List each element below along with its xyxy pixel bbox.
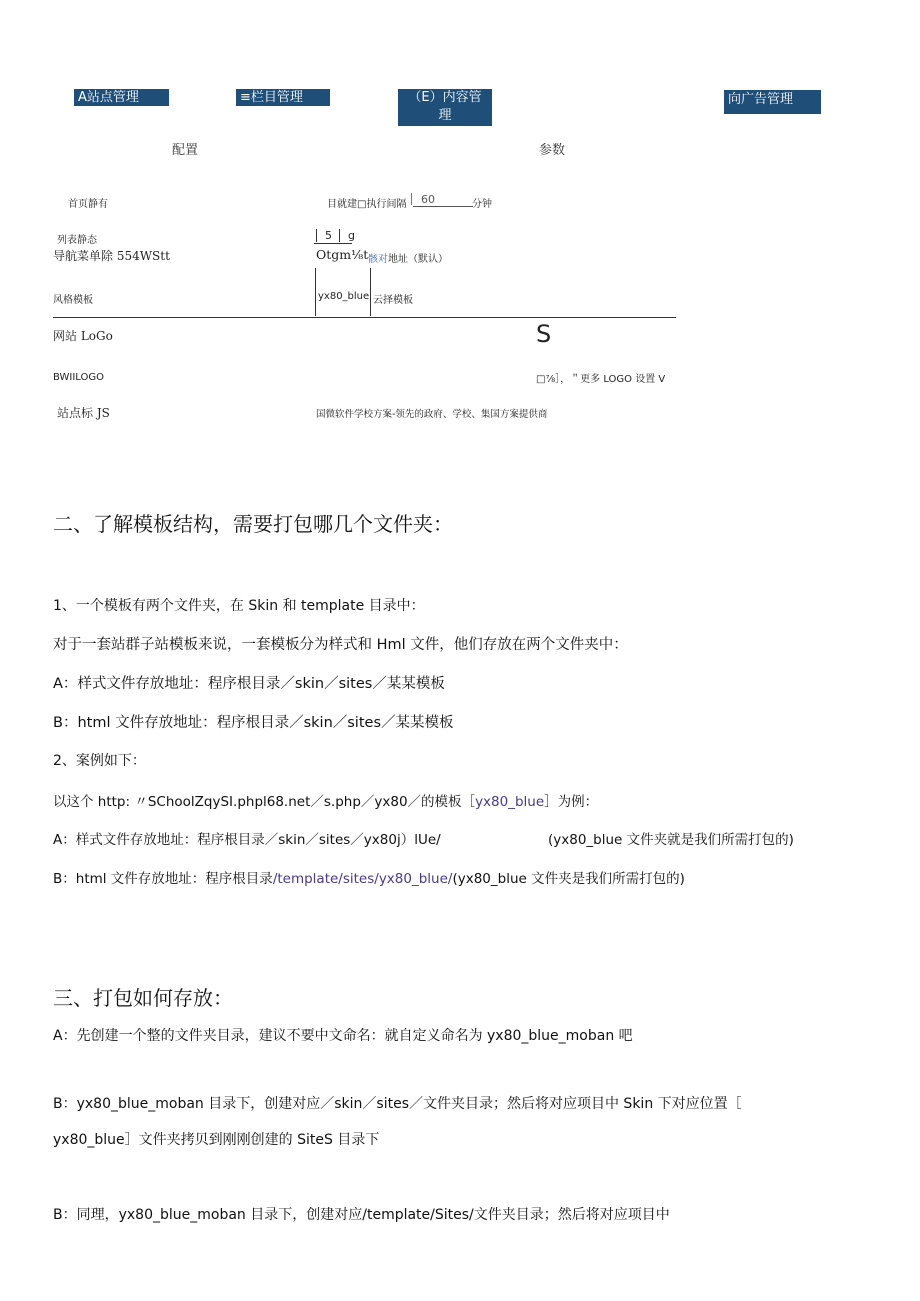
interval-underline <box>413 206 473 207</box>
nav-menu-suffix: 地址（默认） <box>388 254 448 265</box>
table-row-divider <box>53 317 676 318</box>
nav-menu-hint[interactable]: 骸对 <box>368 254 388 265</box>
section2-p4-link[interactable]: yx80_blue <box>475 794 545 810</box>
section2-p4 <box>53 790 598 810</box>
more-logo-settings-link[interactable]: □⅞］，＂更多 LOGO 设置 V <box>536 374 666 385</box>
site-mark-value: 国微软件学校方案-领先的政府、学校、集国方案提供商 <box>316 409 548 420</box>
auto-build-label: 目就建□执行间隔 <box>327 199 407 210</box>
list-value[interactable]: 5 <box>325 229 332 242</box>
config-header: 配置 <box>172 143 199 158</box>
section2-p6-suffix: (yx80_blue 文件夹是我们所需打包的) <box>452 871 685 887</box>
site-mark-label: 站点标 JS <box>57 406 110 420</box>
section2-p3: B：html 文件存放地址：程序根目录／skin／sites／某某模板 <box>53 715 454 731</box>
section2-p6-prefix: B：html 文件存放地址：程序根目录 <box>53 871 273 887</box>
interval-input[interactable]: 60 <box>421 193 435 206</box>
tab-column-management[interactable]: ≡栏目管理 <box>236 89 330 106</box>
section2-sub1: 1、一个模板有两个文件夹，在 Skin 和 template 目录中： <box>53 598 425 614</box>
section3-p1: A：先创建一个整的文件夹目录，建议不要中文命名：就自定义命名为 yx80_blue_moban 吧 <box>53 1028 633 1044</box>
style-divider-left <box>315 268 316 316</box>
choose-template-button[interactable]: 云择模板 <box>373 295 413 306</box>
list-underline <box>314 243 352 244</box>
site-logo-label: 网站 LoGo <box>53 329 113 343</box>
tab-content-management[interactable] <box>398 89 492 126</box>
section2-p4-prefix: 以这个 http: 〃SChoolZqySI.phpl68.net／s.php／yx80／的模板［ <box>53 794 476 810</box>
section2-p2: A：样式文件存放地址：程序根目录／skin／sites／某某模板 <box>53 676 445 692</box>
style-divider-right <box>370 268 371 316</box>
section3-p3: B：同理，yx80_blue_moban 目录下，创建对应/template/Sites/文件夹目录；然后将对应项目中 <box>53 1207 670 1223</box>
style-template-label: 风格模板 <box>53 295 93 306</box>
section2-p4-suffix: ］为例： <box>544 794 599 810</box>
section3-p2-line1: B：yx80_blue_moban 目录下，创建对应／skin／sites／文件夹目录；然后将对应项目中 Skin 下对应位置［ <box>53 1096 742 1112</box>
interval-divider <box>411 193 412 205</box>
params-header: 参数 <box>539 143 566 158</box>
list-divider-mid <box>339 229 340 242</box>
section2-p5-note: (yx80_blue 文件夹就是我们所需打包的) <box>548 832 794 848</box>
list-static-label: 列表静态 <box>57 235 97 246</box>
nav-menu-label: 导航菜单除 554WStt <box>53 249 170 263</box>
section2-p1: 对于一套站群子站模板来说，一套模板分为样式和 Hml 文件，他们存放在两个文件夹中： <box>53 637 628 653</box>
section3-p2-line2: yx80_blue］文件夹拷贝到刚刚创建的 SiteS 目录下 <box>53 1132 380 1148</box>
section2-p5: A：样式文件存放地址：程序根目录／skin／sites／yx80j）lUe/ <box>53 832 441 848</box>
static-home-label: 首页静有 <box>68 199 108 210</box>
section2-p6 <box>53 867 685 887</box>
interval-unit: 分钟 <box>472 199 492 210</box>
style-template-value: yx80_blue <box>318 291 370 302</box>
section2-heading: 二、了解模板结构，需要打包哪几个文件夹： <box>53 512 453 536</box>
tab-ad-management[interactable]: 向广告管理 <box>724 90 821 114</box>
site-logo-preview: S <box>536 320 552 348</box>
list-divider-left <box>316 229 317 242</box>
tab-content-line1: （E）内容管 <box>408 90 482 105</box>
list-unit: g <box>348 229 355 242</box>
section2-p6-path[interactable]: /template/sites/yx80_blue/ <box>272 871 453 887</box>
tab-site-management[interactable]: A站点管理 <box>74 89 169 106</box>
section2-sub2: 2、案例如下： <box>53 753 146 769</box>
tab-content-line2: 理 <box>438 108 452 123</box>
section3-heading: 三、打包如何存放： <box>53 986 233 1010</box>
nav-menu-value: Otgm⅛t <box>316 247 369 262</box>
bwii-logo-label: BWIILOGO <box>53 372 104 383</box>
